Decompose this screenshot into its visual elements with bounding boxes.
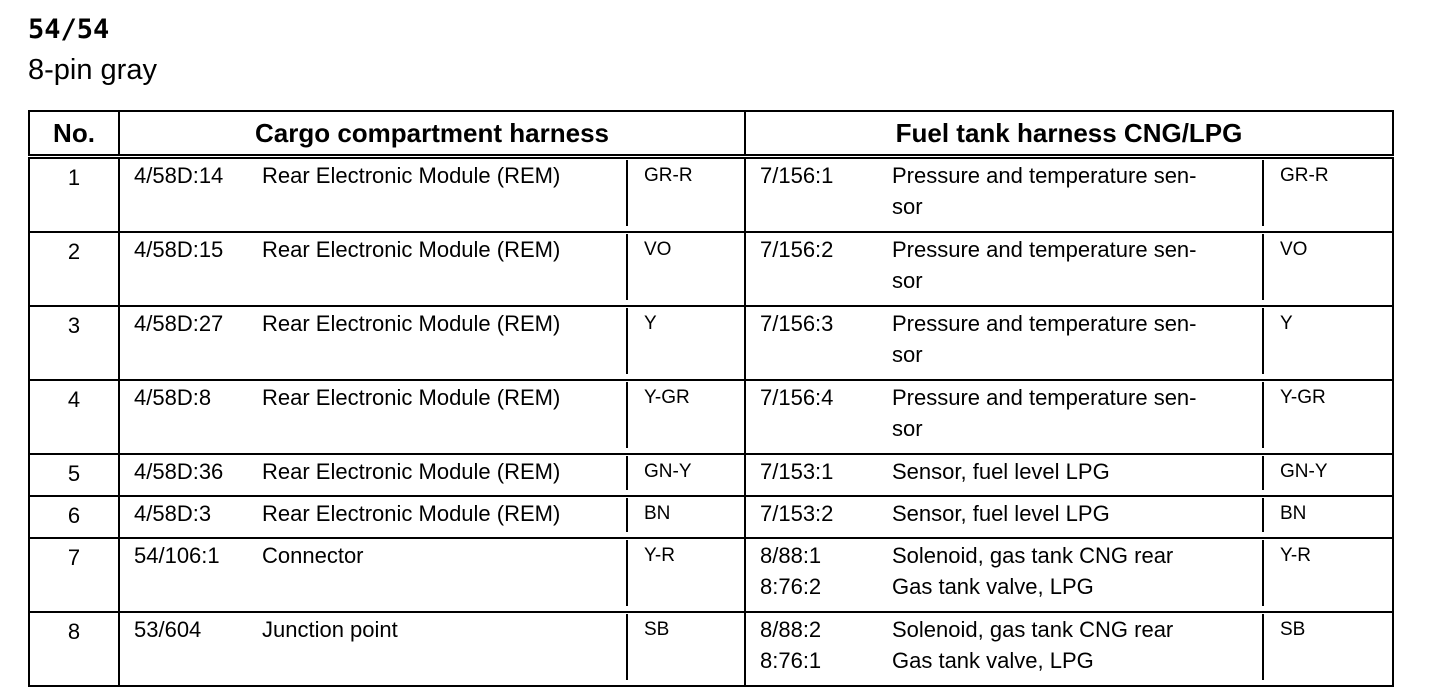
fuel-wire-color: Y-R: [1262, 540, 1380, 606]
cargo-cell: [119, 454, 745, 496]
pin-number: 3: [29, 306, 119, 380]
fuel-wire-color: Y: [1262, 308, 1380, 374]
fuel-desc-line2: Gas tank valve, LPG: [892, 648, 1094, 673]
fuel-desc-line2: sor: [892, 416, 923, 441]
cargo-desc: Rear Electronic Module (REM): [262, 237, 561, 262]
cargo-wire-color: GR-R: [626, 160, 718, 226]
pin-number: 8: [29, 612, 119, 686]
fuel-code: 7/153:2: [760, 501, 834, 526]
table-row: [29, 380, 1393, 454]
cargo-cell: [119, 538, 745, 612]
fuel-desc-line2: sor: [892, 342, 923, 367]
col-header-fuel: Fuel tank harness CNG/LPG: [745, 111, 1393, 157]
fuel-desc: Sensor, fuel level LPG: [892, 501, 1110, 526]
fuel-desc: [892, 614, 1262, 680]
cargo-cell: [119, 157, 745, 233]
table-header-row: [29, 111, 1393, 157]
cargo-desc: Connector: [262, 543, 364, 568]
fuel-cell: [745, 232, 1393, 306]
document-id: 54/54: [28, 14, 110, 45]
cargo-code: 4/58D:3: [134, 501, 212, 526]
col-header-cargo: Cargo compartment harness: [119, 111, 745, 157]
fuel-cell: [745, 496, 1393, 538]
cargo-cell: [119, 380, 745, 454]
fuel-cell: [745, 454, 1393, 496]
fuel-wire-color: SB: [1262, 614, 1380, 680]
pin-number: 1: [29, 157, 119, 233]
cargo-wire-color: Y-R: [626, 540, 718, 606]
cargo-code: 4/58D:27: [134, 311, 224, 336]
cargo-wire-color: GN-Y: [626, 456, 718, 490]
cargo-cell: [119, 306, 745, 380]
fuel-cell: [745, 380, 1393, 454]
fuel-cell: [745, 538, 1393, 612]
cargo-cell: [119, 232, 745, 306]
cargo-wire-color: BN: [626, 498, 718, 532]
fuel-desc-line1: Pressure and temperature sen-: [892, 163, 1197, 188]
fuel-desc: [892, 540, 1262, 606]
cargo-desc: Rear Electronic Module (REM): [262, 385, 561, 410]
table-row: [29, 232, 1393, 306]
cargo-desc: Rear Electronic Module (REM): [262, 311, 561, 336]
table-row: [29, 157, 1393, 233]
fuel-code: 7/153:1: [760, 459, 834, 484]
fuel-cell: [745, 306, 1393, 380]
col-header-no: No.: [29, 111, 119, 157]
cargo-cell: [119, 496, 745, 538]
fuel-code: 7/156:3: [760, 311, 834, 336]
table-row: [29, 454, 1393, 496]
cargo-wire-color: Y-GR: [626, 382, 718, 448]
fuel-desc: [892, 382, 1262, 448]
pin-number: 4: [29, 380, 119, 454]
fuel-desc-line1: Solenoid, gas tank CNG rear: [892, 617, 1174, 642]
fuel-wire-color: GN-Y: [1262, 456, 1380, 490]
cargo-code: 4/58D:8: [134, 385, 212, 410]
fuel-code: [746, 540, 892, 606]
cargo-code: 54/106:1: [134, 543, 220, 568]
fuel-wire-color: GR-R: [1262, 160, 1380, 226]
fuel-wire-color: VO: [1262, 234, 1380, 300]
fuel-code: 7/156:2: [760, 237, 834, 262]
cargo-desc: Junction point: [262, 617, 398, 642]
cargo-code: 53/604: [134, 617, 202, 642]
cargo-wire-color: VO: [626, 234, 718, 300]
cargo-cell: [119, 612, 745, 686]
fuel-code: 7/156:1: [760, 163, 834, 188]
fuel-desc-line2: sor: [892, 268, 923, 293]
table-row: [29, 538, 1393, 612]
fuel-desc-line1: Pressure and temperature sen-: [892, 311, 1197, 336]
fuel-desc-line1: Pressure and temperature sen-: [892, 237, 1197, 262]
fuel-cell: [745, 612, 1393, 686]
cargo-desc: Rear Electronic Module (REM): [262, 501, 561, 526]
cargo-code: 4/58D:36: [134, 459, 224, 484]
fuel-code-line2: 8:76:2: [760, 574, 822, 599]
fuel-desc: [892, 160, 1262, 226]
fuel-code-line1: 8/88:1: [760, 543, 822, 568]
fuel-desc: [892, 234, 1262, 300]
cargo-wire-color: SB: [626, 614, 718, 680]
fuel-desc-line2: Gas tank valve, LPG: [892, 574, 1094, 599]
fuel-wire-color: Y-GR: [1262, 382, 1380, 448]
pin-number: 5: [29, 454, 119, 496]
connector-description: 8-pin gray: [28, 54, 157, 86]
fuel-desc: [892, 308, 1262, 374]
cargo-code: 4/58D:14: [134, 163, 224, 188]
fuel-wire-color: BN: [1262, 498, 1380, 532]
table-row: [29, 496, 1393, 538]
pin-number: 2: [29, 232, 119, 306]
pin-number: 6: [29, 496, 119, 538]
pin-number: 7: [29, 538, 119, 612]
cargo-wire-color: Y: [626, 308, 718, 374]
pin-table: [28, 110, 1394, 687]
fuel-desc-line1: Pressure and temperature sen-: [892, 385, 1197, 410]
fuel-code: 7/156:4: [760, 385, 834, 410]
cargo-code: 4/58D:15: [134, 237, 224, 262]
fuel-code: [746, 614, 892, 680]
fuel-code-line1: 8/88:2: [760, 617, 822, 642]
fuel-desc-line1: Solenoid, gas tank CNG rear: [892, 543, 1174, 568]
fuel-desc-line2: sor: [892, 194, 923, 219]
fuel-desc: Sensor, fuel level LPG: [892, 459, 1110, 484]
cargo-desc: Rear Electronic Module (REM): [262, 163, 561, 188]
fuel-code-line2: 8:76:1: [760, 648, 822, 673]
table-row: [29, 306, 1393, 380]
fuel-cell: [745, 157, 1393, 233]
cargo-desc: Rear Electronic Module (REM): [262, 459, 561, 484]
table-row: [29, 612, 1393, 686]
